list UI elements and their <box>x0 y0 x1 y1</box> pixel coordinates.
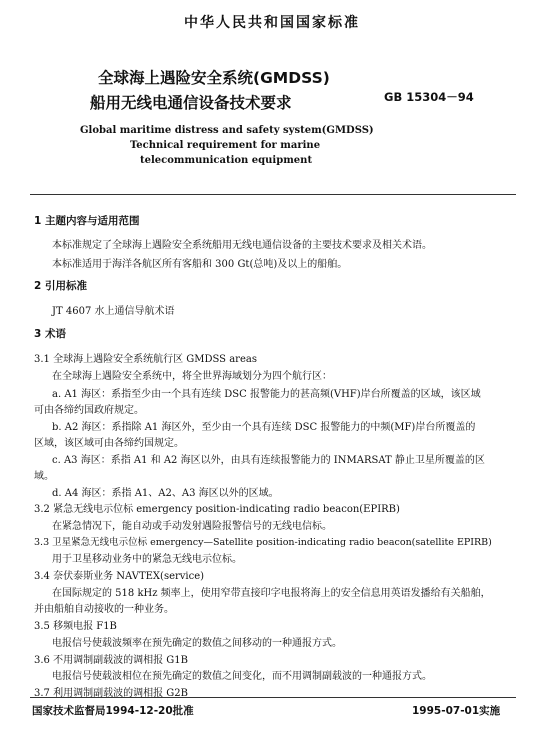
term-3-4-definition-cont: 并由船舶自动接收的一种业务。 <box>34 604 174 615</box>
term-3-2-heading: 3.2 紧急无线电示位标 emergency position-indicating radio beacon(EPIRB) <box>34 504 400 515</box>
term-3-6-definition: 电报信号使载波相位在预先确定的数值之间变化，而不用调制副载波的一种通报方式。 <box>52 671 432 682</box>
term-3-1-item-d: d. A4 海区：系指 A1、A2、A3 海区以外的区域。 <box>52 488 279 499</box>
term-3-1-item-c: c. A3 海区：系指 A1 和 A2 海区以外，由具有连续报警能力的 INMARSAT 静止卫星所覆盖的区 <box>52 455 485 466</box>
term-3-6-heading: 3.6 不用调制副载波的调相报 G1B <box>34 655 188 666</box>
term-3-1-intro: 在全球海上遇险安全系统中，将全世界海域划分为四个航行区： <box>52 371 332 382</box>
header-divider <box>30 194 516 195</box>
term-3-1-item-a: a. A1 海区：系指至少由一个具有连续 DSC 报警能力的甚高频(VHF)岸台所覆盖的区域，该区域 <box>52 389 481 400</box>
term-3-1-item-b: b. A2 海区：系指除 A1 海区外，至少由一个具有连续 DSC 报警能力的中频(MF)岸台所覆盖的 <box>52 422 476 433</box>
national-standard-heading: 中华人民共和国国家标准 <box>184 15 360 31</box>
term-3-1-item-c-cont: 域。 <box>34 471 54 482</box>
section-2-heading: 2 引用标准 <box>34 280 87 292</box>
implementation-date: 1995-07-01实施 <box>412 705 501 717</box>
english-title-line-3: telecommunication equipment <box>140 155 313 166</box>
term-3-5-definition: 电报信号使载波频率在预先确定的数值之间移动的一种通报方式。 <box>52 638 342 649</box>
document-title-line-1: 全球海上遇险安全系统(GMDSS) <box>98 69 330 87</box>
footer-divider <box>30 697 516 698</box>
section-1-paragraph-2: 本标准适用于海洋各航区所有客船和 300 Gt(总吨)及以上的船舶。 <box>52 259 348 270</box>
english-title-line-2: Technical requirement for marine <box>130 140 321 151</box>
term-3-3-definition: 用于卫星移动业务中的紧急无线电示位标。 <box>52 554 242 565</box>
approval-date: 国家技术监督局1994-12-20批准 <box>32 705 194 717</box>
section-1-heading: 1 主题内容与适用范围 <box>34 215 140 227</box>
term-3-4-heading: 3.4 奈伏泰斯业务 NAVTEX(service) <box>34 571 205 582</box>
term-3-2-definition: 在紧急情况下，能自动或手动发射遇险报警信号的无线电信标。 <box>52 521 332 532</box>
term-3-1-heading: 3.1 全球海上遇险安全系统航行区 GMDSS areas <box>34 354 257 365</box>
standard-code: GB 15304－94 <box>384 90 474 104</box>
reference-standard-item: JT 4607 水上通信导航术语 <box>52 306 175 317</box>
section-1-paragraph-1: 本标准规定了全球海上遇险安全系统船用无线电通信设备的主要技术要求及相关术语。 <box>52 240 432 251</box>
term-3-5-heading: 3.5 移频电报 F1B <box>34 621 117 632</box>
section-3-heading: 3 术语 <box>34 328 66 340</box>
term-3-4-definition: 在国际规定的 518 kHz 频率上，使用窄带直接印字电报将海上的安全信息用英语发播给有关船舶， <box>52 588 491 599</box>
term-3-1-item-a-cont: 可由各缔约国政府规定。 <box>34 405 144 416</box>
term-3-7-heading: 3.7 利用调制副载波的调相报 G2B <box>34 688 188 699</box>
term-3-1-item-b-cont: 区域，该区域可由各缔约国规定。 <box>34 438 184 449</box>
term-3-3-heading: 3.3 卫星紧急无线电示位标 emergency—Satellite position-indicating radio beacon(satellite EPIRB) <box>34 537 492 548</box>
document-title-line-2: 船用无线电通信设备技术要求 <box>90 94 292 112</box>
english-title-line-1: Global maritime distress and safety system(GMDSS) <box>80 125 374 136</box>
